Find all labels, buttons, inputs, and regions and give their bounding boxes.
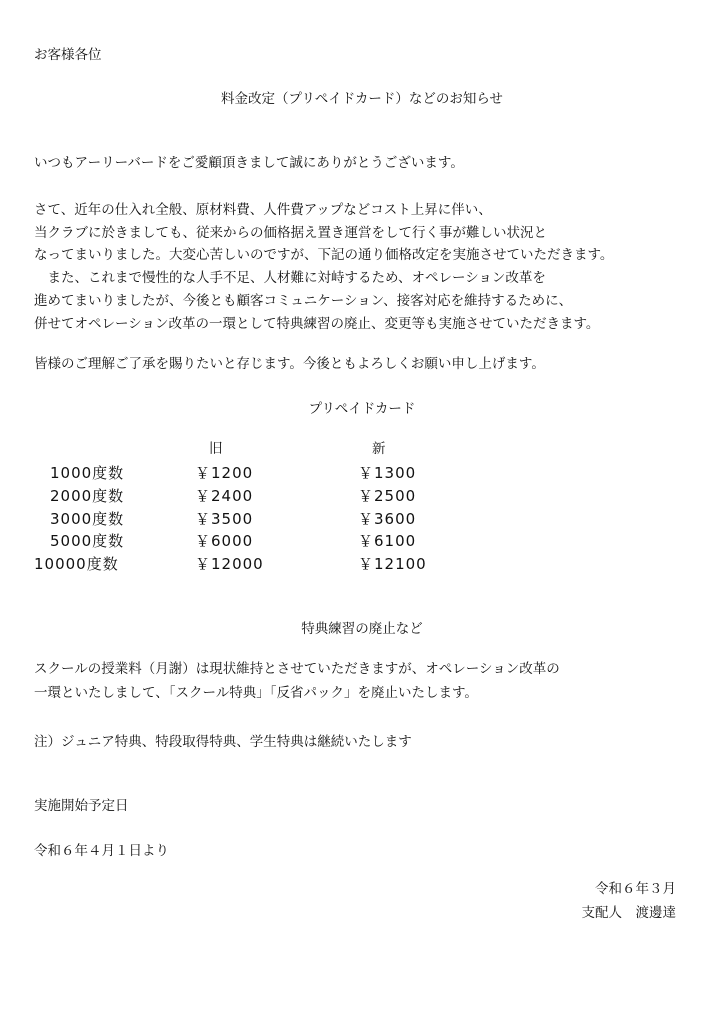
body-line: さて、近年の仕入れ全般、原材料費、人件費アップなどコスト上昇に伴い、	[34, 202, 492, 218]
benefit-section-title: 特典練習の廃止など	[301, 621, 423, 637]
old-price: ￥6000	[195, 532, 254, 550]
card-units: 3000度数	[50, 510, 125, 528]
signature-date: 令和６年３月	[595, 881, 676, 897]
price-header-old: 旧	[209, 441, 223, 457]
price-header-new: 新	[372, 441, 386, 457]
body-line: また、これまで慢性的な人手不足、人材難に対峙するため、オペレーション改革を	[34, 270, 546, 286]
start-label: 実施開始予定日	[34, 798, 129, 814]
notice-title: 料金改定（プリペイドカード）などのお知らせ	[221, 91, 503, 107]
body-line: 当クラブに於きましても、従来からの価格据え置き運営をして行く事が難しい状況と	[34, 225, 547, 241]
card-units: 2000度数	[50, 487, 125, 505]
body-paragraph-2: 皆様のご理解ご了承を賜りたいと存じます。今後ともよろしくお願い申し上げます。	[34, 356, 545, 372]
body-line: なってまいりました。大変心苦しいのですが、下記の通り価格改定を実施させていただきます。	[34, 247, 614, 263]
new-price: ￥6100	[358, 532, 417, 550]
card-units: 1000度数	[50, 464, 125, 482]
new-price: ￥12100	[358, 555, 427, 573]
old-price: ￥1200	[195, 464, 254, 482]
signature-name: 支配人 渡邊達	[581, 905, 676, 921]
old-price: ￥3500	[195, 510, 254, 528]
old-price: ￥2400	[195, 487, 254, 505]
note-text: 注）ジュニア特典、特段取得特典、学生特典は継続いたします	[34, 734, 412, 750]
card-units: 10000度数	[34, 555, 119, 573]
price-section-title: プリペイドカード	[308, 401, 416, 417]
benefit-line: スクールの授業料（月謝）は現状維持とさせていただきますが、オペレーション改革の	[34, 661, 560, 677]
new-price: ￥3600	[358, 510, 417, 528]
body-line: 併せてオペレーション改革の一環として特典練習の廃止、変更等も実施させていただきます。	[34, 316, 600, 332]
card-units: 5000度数	[50, 532, 125, 550]
new-price: ￥2500	[358, 487, 417, 505]
old-price: ￥12000	[195, 555, 264, 573]
body-line: 進めてまいりましたが、今後とも顧客コミュニケーション、接客対応を維持するために、	[34, 293, 573, 309]
new-price: ￥1300	[358, 464, 417, 482]
greeting-text: いつもアーリーバードをご愛顧頂きまして誠にありがとうございます。	[34, 155, 464, 171]
start-date: 令和６年４月１日より	[34, 843, 169, 859]
benefit-line: 一環といたしまして、「スクール特典」「反省パック」を廃止いたします。	[34, 685, 478, 701]
salutation: お客様各位	[34, 47, 102, 63]
